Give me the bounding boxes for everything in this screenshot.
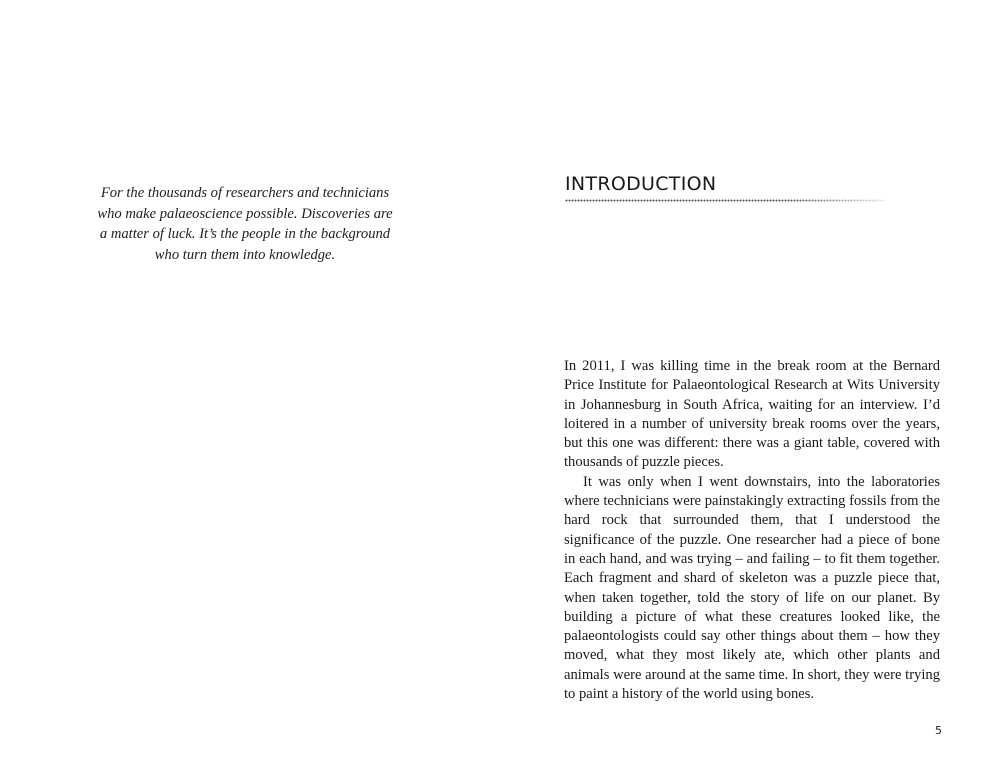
page-number: 5 [935,724,942,737]
dedication [92,183,398,265]
paragraph: In 2011, I was killing time in the break room at the Bernard Price Institute for Palaeontological Research at Wits University in Johannesburg in South Africa, waiting for an interview. I’d loitered in a number of university break rooms over the years, but this one was different: there was a giant table, covered with thousands of puzzle pieces. [564,358,940,471]
dedication-line: a matter of luck. It’s the people in the background [99,226,391,242]
paragraph: It was only when I went downstairs, into the laboratories where technicians were painstakingly extracting fossils from the hard rock that surrounded them, that I understood the significance of the puzzle. One researcher had a piece of bone in each hand, and was trying – and failing – to fit them together. Each fragment and shard of skeleton was a puzzle piece that, when taken together, told the story of life on our planet. By building a picture of what these creatures looked like, the palaeontologists could say other things about them – how they moved, what they most likely ate, which other plants and animals were around at the same time. In short, they were trying to paint a history of the world using bones. [564,473,940,703]
body-text [564,357,940,704]
dotted-heading-rule [565,199,885,202]
dedication-line: For the thousands of researchers and technicians [100,185,390,201]
chapter-heading: INTRODUCTION [565,173,717,195]
dedication-line: who turn them into knowledge. [154,246,336,263]
dedication-line: who make palaeoscience possible. Discoveries are [97,205,393,222]
